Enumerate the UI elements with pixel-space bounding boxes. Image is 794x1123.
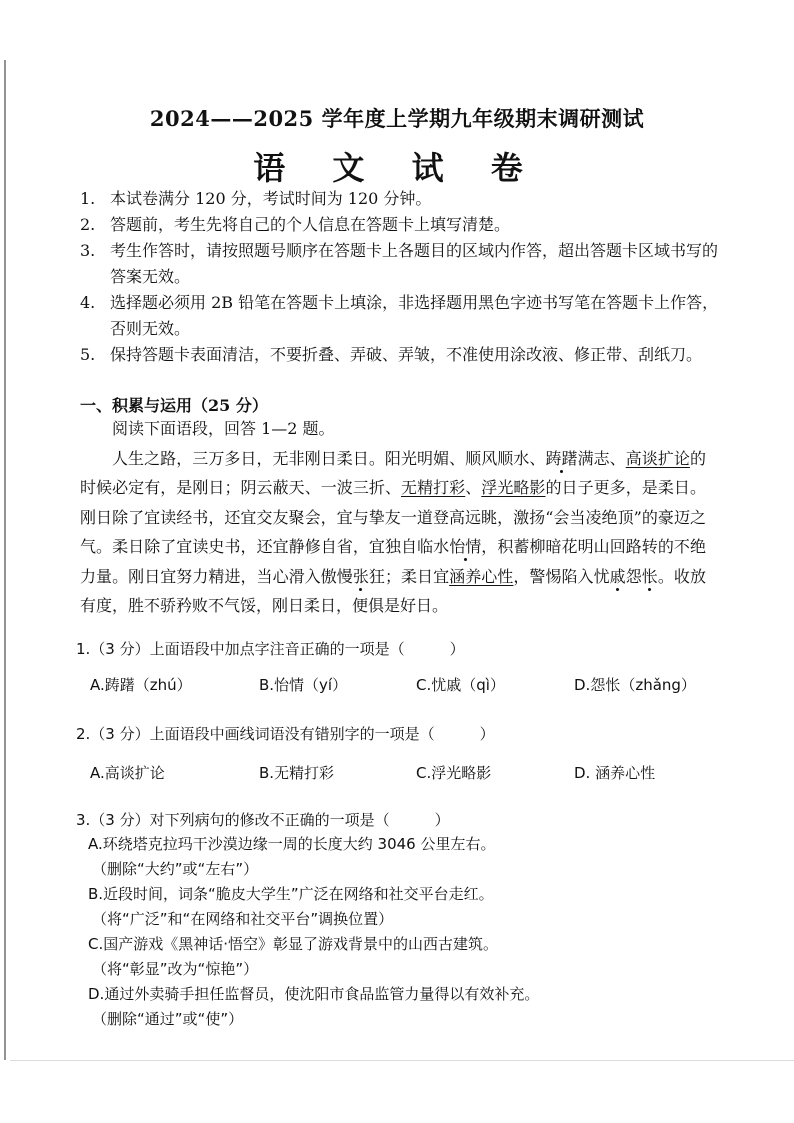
instruction-item [80,186,720,212]
option-revision-note: （将“彰显”改为“惊艳”） [92,960,259,978]
section-heading: 一、积累与运用（25 分） [80,396,268,415]
option-line: A.环绕塔克拉玛干沙漠边缘一周的长度大约 3046 公里左右。 [88,835,496,853]
instruction-text: 本试卷满分 120 分，考试时间为 120 分钟。 [110,189,432,208]
instruction-text: 选择题必须用 2B 铅笔在答题卡上填涂，非选择题用黑色字迹书写笔在答题卡上作答，否则无效。 [110,293,719,338]
passage-text: 的时候必定有，是刚日；阴云蔽天、一波三折、 [80,448,706,497]
option-revision-note: （删除“大约”或“左右”） [92,860,259,878]
instruction-text: 保持答题卡表面清洁，不要折叠、弄破、弄皱，不准使用涂改液、修正带、刮纸刀。 [110,345,703,364]
option-revision-note: （删除“通过”或“使”） [92,1010,244,1028]
option-b: B.怡情（yí） [259,676,348,694]
option-line: D.通过外卖骑手担任监督员，使沈阳市食品监管力量得以有效补充。 [88,985,540,1003]
question-3-options [88,832,728,1032]
passage-body [80,444,706,621]
dotted-word: 怡情 [449,537,482,556]
option-line: C.国产游戏《黑神话·悟空》彰显了游戏背景中的山西古建筑。 [88,935,499,953]
dotted-word: 踌躇 [545,448,578,468]
instruction-text: 答题前，考生先将自己的个人信息在答题卡上填写清楚。 [110,215,511,234]
passage-text: ，积蓄柳暗花明山回路转的不绝力量。刚日宜努力精进，当心滑入傲慢 [80,537,706,586]
option-line: B.近段时间，词条“脆皮大学生”广泛在网络和社交平台走红。 [88,885,494,903]
option-revision-note: （将“广泛”和“在网络和社交平台”调换位置） [92,910,394,928]
instruction-number: 3. [80,241,96,260]
option-c: C.浮光略影 [416,764,492,782]
instructions-list [80,186,720,368]
option-d: D.怨怅（zhǎng） [574,676,696,694]
passage-text: 、 [465,478,482,497]
passage-text: 怨 [625,566,642,586]
passage-text: 狂；柔日宜 [368,566,450,586]
passage-text: 。收放有度，胜不骄矜败不气馁，刚日柔日，便俱是好日。 [80,566,706,615]
page-edge-shadow [4,60,6,1060]
question-2-stem: 2.（3 分）上面语段中画线词语没有错别字的一项是（ ） [76,725,495,743]
passage-text: 的日子更多，是柔日。刚日除了宜读经书，还宜交友聚会，宜与挚友一道登高远眺，激扬“会当凌绝顶”的豪迈之气。柔日除了宜读史书，还宜静修自省，宜独自临水 [80,478,706,556]
instruction-number: 2. [80,215,96,234]
option-c: C.忧戚（qì） [416,676,505,694]
passage-intro: 阅读下面语段，回答 1—2 题。 [112,419,335,438]
instruction-item [80,212,720,238]
underlined-word: 高谈扩论 [625,448,690,468]
exam-title: 2024——2025 学年度上学期九年级期末调研测试 [149,106,645,131]
instruction-number: 5. [80,345,96,364]
instruction-item [80,290,720,342]
option-b: B.无精打彩 [259,764,335,782]
dotted-word: 戚 [609,566,626,586]
underlined-word: 浮光略影 [481,478,546,497]
passage-text: 满志、 [577,448,626,468]
option-d: D. 涵养心性 [574,764,656,782]
instruction-item [80,238,720,290]
passage-text: ，警惕陷入忧 [513,566,610,586]
underlined-word: 无精打彩 [401,478,466,497]
page-bottom-divider [10,1060,794,1061]
instruction-text: 考生作答时，请按照题号顺序在答题卡上各题目的区域内作答，超出答题卡区域书写的答案无效。 [110,241,719,286]
question-3-stem: 3.（3 分）对下列病句的修改不正确的一项是（ ） [76,811,450,829]
dotted-word: 张 [352,566,369,586]
reading-passage [80,414,706,621]
option-a: A.高谈扩论 [90,764,165,782]
dotted-word: 怅 [641,566,658,586]
exam-subtitle: 语 文 试 卷 [253,149,541,187]
instruction-number: 4. [80,293,96,312]
option-a: A.踌躇（zhú） [90,676,192,694]
question-1-stem: 1.（3 分）上面语段中加点字注音正确的一项是（ ） [76,640,465,658]
instruction-number: 1. [80,189,96,208]
underlined-word: 涵养心性 [449,566,514,586]
instruction-item [80,342,720,368]
passage-text: 人生之路，三万多日，无非刚日柔日。阳光明媚、顺风顺水、 [112,448,546,468]
